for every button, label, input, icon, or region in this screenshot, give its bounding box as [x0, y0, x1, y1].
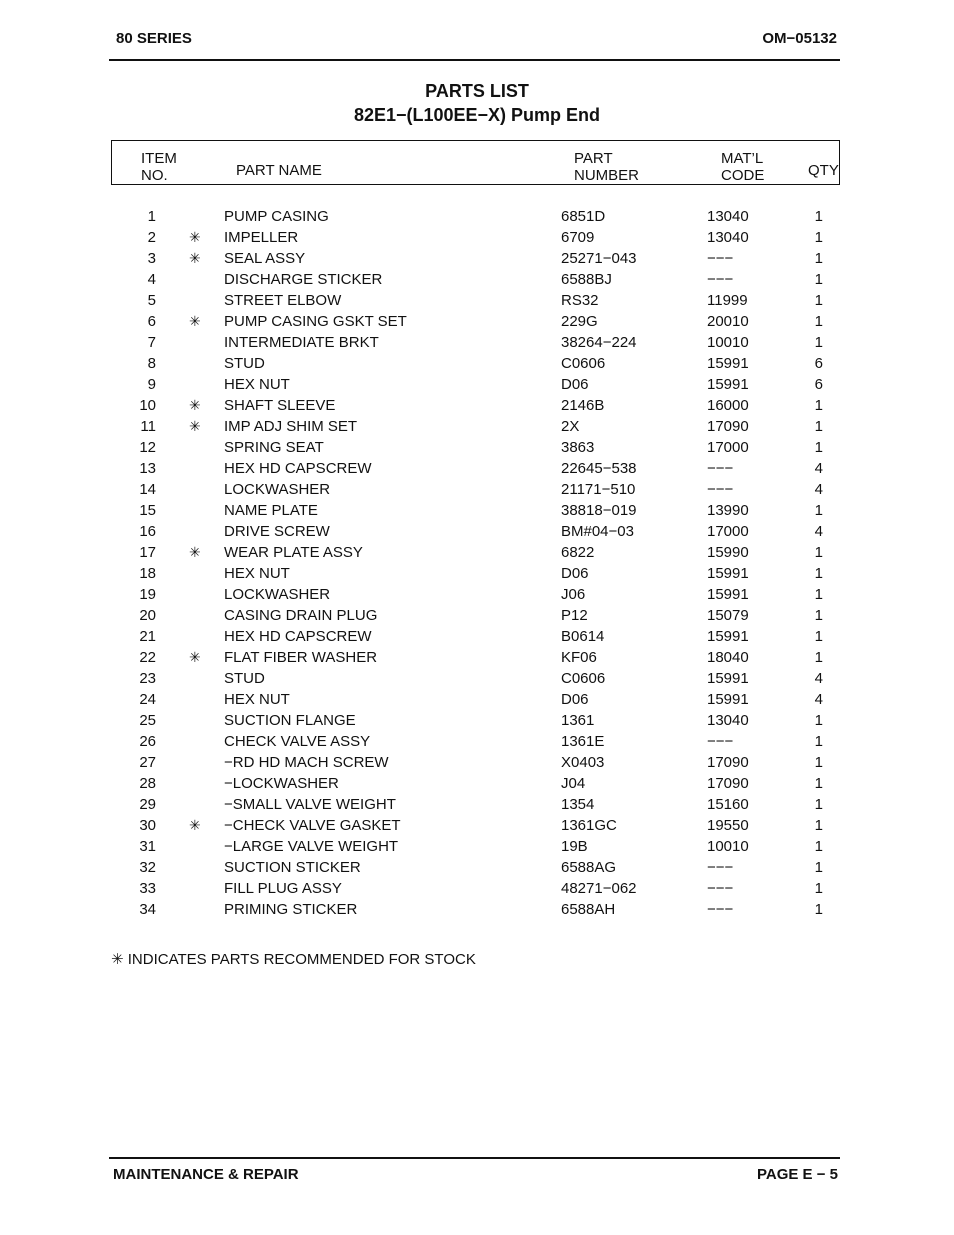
- part-number: 21171−510: [561, 481, 636, 498]
- quantity: 1: [814, 229, 823, 246]
- page-number: PAGE E − 5: [756, 1166, 838, 1183]
- table-row: [0, 311, 954, 332]
- part-number: 1361E: [561, 733, 605, 750]
- table-row: [0, 752, 954, 773]
- material-code: 13990: [707, 502, 749, 519]
- part-name: HEX NUT: [224, 691, 290, 708]
- quantity: 1: [814, 796, 823, 813]
- part-name: HEX NUT: [224, 376, 290, 393]
- table-row: [0, 269, 954, 290]
- item-number: 11: [140, 418, 156, 435]
- table-row: [0, 374, 954, 395]
- material-code: 15991: [707, 691, 749, 708]
- material-code: 19550: [707, 817, 749, 834]
- table-row: [0, 878, 954, 899]
- material-code: 10010: [707, 334, 749, 351]
- stock-marker-icon: ✳: [189, 250, 201, 266]
- table-row: [0, 353, 954, 374]
- table-row: [0, 563, 954, 584]
- part-name: DISCHARGE STICKER: [224, 271, 383, 288]
- part-name: SUCTION FLANGE: [224, 712, 356, 729]
- part-name: HEX HD CAPSCREW: [224, 460, 372, 477]
- stock-marker-icon: ✳: [189, 397, 201, 413]
- table-row: [0, 290, 954, 311]
- material-code: −−−: [707, 250, 734, 267]
- part-number: D06: [561, 691, 589, 708]
- item-number: 2: [147, 229, 156, 246]
- item-number: 32: [139, 859, 156, 876]
- quantity: 1: [814, 712, 823, 729]
- part-number: 19B: [561, 838, 588, 855]
- part-number: C0606: [561, 670, 606, 687]
- page-subtitle: 82E1−(L100EE−X) Pump End: [353, 105, 601, 125]
- stock-marker-icon: ✳: [189, 313, 201, 329]
- item-number: 25: [139, 712, 156, 729]
- part-name: −LARGE VALVE WEIGHT: [224, 838, 399, 855]
- part-number: 6851D: [561, 208, 606, 225]
- parts-table: [0, 206, 954, 920]
- item-number: 5: [147, 292, 156, 309]
- part-number: P12: [561, 607, 588, 624]
- quantity: 1: [814, 607, 823, 624]
- stock-marker-icon: ✳: [189, 649, 201, 665]
- item-number: 17: [139, 544, 156, 561]
- header-rule: [109, 59, 840, 61]
- part-name: CHECK VALVE ASSY: [224, 733, 371, 750]
- item-number: 34: [139, 901, 156, 918]
- quantity: 4: [814, 460, 823, 477]
- column-header-material-code: [721, 150, 764, 184]
- table-row: [0, 584, 954, 605]
- item-number: 31: [139, 838, 156, 855]
- part-name: STUD: [224, 670, 265, 687]
- part-number: 6588AH: [561, 901, 616, 918]
- table-row: [0, 626, 954, 647]
- quantity: 1: [814, 754, 823, 771]
- part-name: IMPELLER: [224, 229, 299, 246]
- item-number: 21: [139, 628, 156, 645]
- table-row: [0, 857, 954, 878]
- column-header-item-no: [141, 150, 177, 184]
- part-name: −CHECK VALVE GASKET: [224, 817, 401, 834]
- part-number: 1361GC: [561, 817, 617, 834]
- table-row: [0, 500, 954, 521]
- table-row: [0, 479, 954, 500]
- quantity: 4: [814, 670, 823, 687]
- material-code: 18040: [707, 649, 749, 666]
- part-number: 6822: [561, 544, 595, 561]
- part-name: WEAR PLATE ASSY: [224, 544, 363, 561]
- quantity: 1: [814, 586, 823, 603]
- part-number: 6588BJ: [561, 271, 612, 288]
- quantity: 1: [814, 628, 823, 645]
- stock-marker-icon: ✳: [189, 544, 201, 560]
- quantity: 1: [814, 838, 823, 855]
- material-code: 11999: [707, 292, 748, 309]
- column-header-qty: QTY: [808, 162, 839, 179]
- quantity: 1: [814, 817, 823, 834]
- material-code: −−−: [707, 901, 734, 918]
- item-number: 24: [139, 691, 156, 708]
- quantity: 1: [814, 775, 823, 792]
- table-row: [0, 836, 954, 857]
- table-row: [0, 899, 954, 920]
- quantity: 1: [814, 901, 823, 918]
- item-number: 14: [139, 481, 156, 498]
- part-name: CASING DRAIN PLUG: [224, 607, 378, 624]
- quantity: 1: [814, 880, 823, 897]
- column-header-item-line1: ITEM: [141, 150, 177, 167]
- material-code: 15991: [707, 670, 749, 687]
- table-row: [0, 668, 954, 689]
- material-code: 15160: [707, 796, 749, 813]
- quantity: 1: [814, 292, 823, 309]
- part-number: J06: [561, 586, 586, 603]
- part-number: 229G: [561, 313, 598, 330]
- quantity: 4: [814, 481, 823, 498]
- item-number: 10: [139, 397, 156, 414]
- item-number: 3: [147, 250, 156, 267]
- item-number: 12: [139, 439, 156, 456]
- part-name: SHAFT SLEEVE: [224, 397, 336, 414]
- column-header-box: [111, 140, 840, 185]
- item-number: 19: [139, 586, 156, 603]
- quantity: 1: [814, 334, 823, 351]
- quantity: 1: [814, 208, 823, 225]
- column-header-part-number: [574, 150, 639, 184]
- column-header-part-name: PART NAME: [236, 162, 322, 179]
- quantity: 1: [814, 733, 823, 750]
- material-code: 15991: [707, 586, 749, 603]
- quantity: 1: [814, 544, 823, 561]
- quantity: 1: [814, 397, 823, 414]
- part-name: STUD: [224, 355, 265, 372]
- part-name: SPRING SEAT: [224, 439, 324, 456]
- part-number: D06: [561, 565, 589, 582]
- stock-marker-icon: ✳: [189, 418, 201, 434]
- document-number: OM−05132: [762, 30, 837, 47]
- material-code: 13040: [707, 229, 749, 246]
- part-name: DRIVE SCREW: [224, 523, 330, 540]
- item-number: 13: [139, 460, 156, 477]
- part-number: 2X: [561, 418, 580, 435]
- part-number: KF06: [561, 649, 597, 666]
- item-number: 28: [139, 775, 156, 792]
- part-name: −LOCKWASHER: [224, 775, 339, 792]
- table-row: [0, 689, 954, 710]
- series-label: 80 SERIES: [116, 30, 192, 47]
- part-number: 48271−062: [561, 880, 637, 897]
- material-code: −−−: [707, 859, 734, 876]
- part-number: X0403: [561, 754, 605, 771]
- table-row: [0, 248, 954, 269]
- part-number: 38264−224: [561, 334, 637, 351]
- material-code: 10010: [707, 838, 749, 855]
- page-title: PARTS LIST: [425, 81, 529, 101]
- material-code: 15991: [707, 355, 749, 372]
- part-name: NAME PLATE: [224, 502, 318, 519]
- footer-rule: [109, 1157, 840, 1159]
- column-header-code-line2: CODE: [721, 167, 765, 184]
- column-header-item-line2: NO.: [141, 167, 168, 184]
- table-row: [0, 206, 954, 227]
- table-row: [0, 437, 954, 458]
- part-number: 1361: [561, 712, 595, 729]
- part-name: PUMP CASING: [224, 208, 329, 225]
- table-row: [0, 542, 954, 563]
- table-row: [0, 521, 954, 542]
- column-header-part-line1: PART: [574, 150, 613, 167]
- table-row: [0, 794, 954, 815]
- material-code: −−−: [707, 460, 734, 477]
- stock-marker-icon: ✳: [189, 817, 201, 833]
- table-row: [0, 647, 954, 668]
- quantity: 1: [814, 250, 823, 267]
- part-number: C0606: [561, 355, 606, 372]
- quantity: 4: [814, 523, 823, 540]
- material-code: −−−: [707, 880, 734, 897]
- part-name: −SMALL VALVE WEIGHT: [224, 796, 396, 813]
- quantity: 1: [814, 313, 823, 330]
- quantity: 1: [814, 502, 823, 519]
- part-number: 22645−538: [561, 460, 637, 477]
- table-row: [0, 731, 954, 752]
- table-row: [0, 416, 954, 437]
- column-header-part-line2: NUMBER: [574, 167, 640, 184]
- quantity: 1: [814, 271, 823, 288]
- material-code: 15990: [707, 544, 749, 561]
- item-number: 7: [147, 334, 156, 351]
- section-label: MAINTENANCE & REPAIR: [113, 1166, 299, 1183]
- table-row: [0, 815, 954, 836]
- stock-footnote: ✳ INDICATES PARTS RECOMMENDED FOR STOCK: [111, 951, 476, 968]
- item-number: 4: [147, 271, 156, 288]
- material-code: 17000: [707, 523, 749, 540]
- part-name: FILL PLUG ASSY: [224, 880, 342, 897]
- part-name: HEX NUT: [224, 565, 290, 582]
- item-number: 30: [139, 817, 156, 834]
- part-name: SEAL ASSY: [224, 250, 306, 267]
- table-row: [0, 710, 954, 731]
- part-name: STREET ELBOW: [224, 292, 342, 309]
- material-code: 15991: [707, 628, 749, 645]
- quantity: 1: [814, 859, 823, 876]
- part-number: BM#04−03: [561, 523, 634, 540]
- quantity: 1: [814, 439, 823, 456]
- part-number: 2146B: [561, 397, 605, 414]
- quantity: 6: [814, 355, 823, 372]
- part-number: B0614: [561, 628, 605, 645]
- table-row: [0, 458, 954, 479]
- material-code: 17090: [707, 418, 749, 435]
- material-code: 16000: [707, 397, 749, 414]
- column-header-code-line1: MAT’L: [721, 150, 764, 167]
- item-number: 23: [139, 670, 156, 687]
- item-number: 8: [147, 355, 156, 372]
- item-number: 22: [139, 649, 156, 666]
- part-name: IMP ADJ SHIM SET: [224, 418, 358, 435]
- part-name: PUMP CASING GSKT SET: [224, 313, 407, 330]
- material-code: 17000: [707, 439, 749, 456]
- material-code: −−−: [707, 271, 734, 288]
- part-number: 6709: [561, 229, 595, 246]
- part-number: 38818−019: [561, 502, 637, 519]
- item-number: 27: [139, 754, 156, 771]
- quantity: 1: [814, 649, 823, 666]
- part-name: LOCKWASHER: [224, 481, 331, 498]
- part-name: FLAT FIBER WASHER: [224, 649, 378, 666]
- material-code: 15991: [707, 376, 749, 393]
- quantity: 6: [814, 376, 823, 393]
- material-code: −−−: [707, 481, 734, 498]
- material-code: 13040: [707, 712, 749, 729]
- material-code: 13040: [707, 208, 749, 225]
- item-number: 9: [147, 376, 156, 393]
- stock-marker-icon: ✳: [189, 229, 201, 245]
- material-code: −−−: [707, 733, 734, 750]
- table-row: [0, 332, 954, 353]
- part-number: 25271−043: [561, 250, 637, 267]
- part-name: HEX HD CAPSCREW: [224, 628, 372, 645]
- material-code: 17090: [707, 775, 749, 792]
- material-code: 17090: [707, 754, 749, 771]
- item-number: 6: [147, 313, 156, 330]
- material-code: 15079: [707, 607, 749, 624]
- material-code: 20010: [707, 313, 749, 330]
- quantity: 1: [814, 418, 823, 435]
- part-number: D06: [561, 376, 589, 393]
- item-number: 33: [139, 880, 156, 897]
- quantity: 4: [814, 691, 823, 708]
- table-row: [0, 395, 954, 416]
- part-number: J04: [561, 775, 586, 792]
- item-number: 20: [139, 607, 156, 624]
- part-name: INTERMEDIATE BRKT: [224, 334, 379, 351]
- material-code: 15991: [707, 565, 749, 582]
- part-number: 1354: [561, 796, 595, 813]
- part-name: PRIMING STICKER: [224, 901, 358, 918]
- quantity: 1: [814, 565, 823, 582]
- item-number: 15: [139, 502, 156, 519]
- part-name: SUCTION STICKER: [224, 859, 361, 876]
- table-row: [0, 773, 954, 794]
- part-number: 3863: [561, 439, 595, 456]
- part-number: RS32: [561, 292, 599, 309]
- table-row: [0, 227, 954, 248]
- part-name: LOCKWASHER: [224, 586, 331, 603]
- item-number: 16: [139, 523, 156, 540]
- part-name: −RD HD MACH SCREW: [224, 754, 389, 771]
- item-number: 18: [139, 565, 156, 582]
- item-number: 26: [139, 733, 156, 750]
- part-number: 6588AG: [561, 859, 617, 876]
- item-number: 29: [139, 796, 156, 813]
- item-number: 1: [147, 208, 156, 225]
- table-row: [0, 605, 954, 626]
